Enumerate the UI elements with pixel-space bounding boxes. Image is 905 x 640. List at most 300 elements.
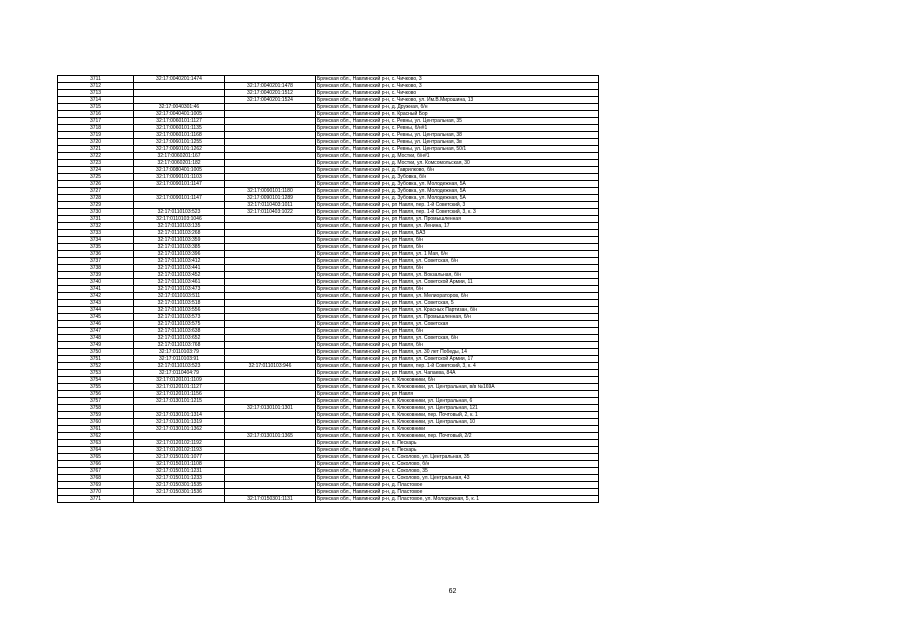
old-cadastral-number-cell: 32:17:0120102:1192	[134, 440, 225, 447]
new-cadastral-number-cell	[225, 272, 316, 279]
address-cell: Брянская обл., Навлинский р-н, с. Ревны, ул. Центральная, 35	[316, 118, 599, 125]
new-cadastral-number-cell: 32:17:0130101:1301	[225, 405, 316, 412]
table-row	[58, 230, 599, 237]
new-cadastral-number-cell: 32:17:0110103:946	[225, 363, 316, 370]
old-cadastral-number-cell: 32:17:0150101:1108	[134, 461, 225, 468]
address-cell: Брянская обл., Навлинский р-н, рп Навля, ул. Советская, б/н	[316, 335, 599, 342]
row-number-cell: 3733	[58, 230, 134, 237]
table-row	[58, 167, 599, 174]
table-row	[58, 272, 599, 279]
address-cell: Брянская обл., Навлинский р-н, с. Ревны, ул. Центральная, 3в	[316, 139, 599, 146]
table-row	[58, 111, 599, 118]
table-row	[58, 419, 599, 426]
table-row	[58, 279, 599, 286]
old-cadastral-number-cell: 32:17:0110103:575	[134, 321, 225, 328]
new-cadastral-number-cell: 32:17:0090101:1289	[225, 195, 316, 202]
old-cadastral-number-cell: 32:17:0040401:1005	[134, 111, 225, 118]
table-row	[58, 174, 599, 181]
new-cadastral-number-cell	[225, 461, 316, 468]
table-row	[58, 321, 599, 328]
row-number-cell: 3771	[58, 496, 134, 503]
table-row	[58, 258, 599, 265]
new-cadastral-number-cell	[225, 125, 316, 132]
row-number-cell: 3762	[58, 433, 134, 440]
table-row	[58, 314, 599, 321]
new-cadastral-number-cell	[225, 426, 316, 433]
table-row	[58, 342, 599, 349]
new-cadastral-number-cell	[225, 230, 316, 237]
new-cadastral-number-cell	[225, 440, 316, 447]
row-number-cell: 3715	[58, 104, 134, 111]
row-number-cell: 3758	[58, 405, 134, 412]
old-cadastral-number-cell: 32:17:0060201:182	[134, 160, 225, 167]
old-cadastral-number-cell: 32:17:0120101:1109	[134, 377, 225, 384]
table-row	[58, 335, 599, 342]
new-cadastral-number-cell	[225, 146, 316, 153]
old-cadastral-number-cell: 32:17:0110103:91	[134, 356, 225, 363]
new-cadastral-number-cell	[225, 328, 316, 335]
table-row	[58, 202, 599, 209]
table-row	[58, 125, 599, 132]
row-number-cell: 3734	[58, 237, 134, 244]
old-cadastral-number-cell: 32:17:0060201:167	[134, 153, 225, 160]
old-cadastral-number-cell: 32:17:0120101:1156	[134, 391, 225, 398]
new-cadastral-number-cell	[225, 174, 316, 181]
row-number-cell: 3739	[58, 272, 134, 279]
address-cell: Брянская обл., Навлинский р-н, рп Навля, пер. 1-й Советский, 3, к. 4	[316, 363, 599, 370]
address-cell: Брянская обл., Навлинский р-н, рп Навля, ул. Советская, 5	[316, 300, 599, 307]
table-row	[58, 209, 599, 216]
page-number: 62	[448, 588, 457, 595]
old-cadastral-number-cell: 32:17:0090101:1103	[134, 174, 225, 181]
row-number-cell: 3768	[58, 475, 134, 482]
old-cadastral-number-cell	[134, 97, 225, 104]
address-cell: Брянская обл., Навлинский р-н, рп Навля, б/н	[316, 342, 599, 349]
row-number-cell: 3752	[58, 363, 134, 370]
old-cadastral-number-cell: 32:17:0110103:452	[134, 272, 225, 279]
new-cadastral-number-cell	[225, 153, 316, 160]
address-cell: Брянская обл., Навлинский р-н, с. Ревны, б/н#1	[316, 125, 599, 132]
row-number-cell: 3756	[58, 391, 134, 398]
old-cadastral-number-cell: 32:17:0150101:1233	[134, 475, 225, 482]
old-cadastral-number-cell: 32:17:0040301:46	[134, 104, 225, 111]
row-number-cell: 3745	[58, 314, 134, 321]
table-row	[58, 412, 599, 419]
address-cell: Брянская обл., Навлинский р-н, д. Мостки, ул. Комсомольская, 30	[316, 160, 599, 167]
row-number-cell: 3747	[58, 328, 134, 335]
address-cell: Брянская обл., Навлинский р-н, рп Навля, ул. Советской Армии, 17	[316, 356, 599, 363]
new-cadastral-number-cell	[225, 293, 316, 300]
new-cadastral-number-cell	[225, 237, 316, 244]
old-cadastral-number-cell: 32:17:0130101:1314	[134, 412, 225, 419]
old-cadastral-number-cell: 32:17:0110103:359	[134, 237, 225, 244]
row-number-cell: 3760	[58, 419, 134, 426]
old-cadastral-number-cell: 32:17:0120101:1127	[134, 384, 225, 391]
row-number-cell: 3721	[58, 146, 134, 153]
address-cell: Брянская обл., Навлинский р-н, с. Соколово, ул. Центральная, 35	[316, 454, 599, 461]
old-cadastral-number-cell: 32:17:0060101:1262	[134, 146, 225, 153]
old-cadastral-number-cell: 32:17:0130101:1319	[134, 419, 225, 426]
address-cell: Брянская обл., Навлинский р-н, с. Ревны, ул. Центральная, 50/1	[316, 146, 599, 153]
new-cadastral-number-cell	[225, 454, 316, 461]
new-cadastral-number-cell: 32:17:0110403:1011	[225, 202, 316, 209]
table-row	[58, 405, 599, 412]
new-cadastral-number-cell: 32:17:0110403:1022	[225, 209, 316, 216]
table-row	[58, 118, 599, 125]
row-number-cell: 3711	[58, 76, 134, 83]
row-number-cell: 3731	[58, 216, 134, 223]
old-cadastral-number-cell: 32:17:0060101:1135	[134, 125, 225, 132]
new-cadastral-number-cell	[225, 342, 316, 349]
new-cadastral-number-cell	[225, 300, 316, 307]
row-number-cell: 3714	[58, 97, 134, 104]
old-cadastral-number-cell	[134, 83, 225, 90]
old-cadastral-number-cell: 32:17:0150301:1536	[134, 489, 225, 496]
old-cadastral-number-cell: 32:17:0110103:511	[134, 293, 225, 300]
new-cadastral-number-cell	[225, 104, 316, 111]
row-number-cell: 3735	[58, 244, 134, 251]
row-number-cell: 3736	[58, 251, 134, 258]
table-row	[58, 489, 599, 496]
old-cadastral-number-cell: 32:17:0130101:1362	[134, 426, 225, 433]
new-cadastral-number-cell	[225, 139, 316, 146]
row-number-cell: 3767	[58, 468, 134, 475]
address-cell: Брянская обл., Навлинский р-н, с. Чичково	[316, 90, 599, 97]
table-row	[58, 244, 599, 251]
old-cadastral-number-cell: 32:17:0110103:79	[134, 349, 225, 356]
address-cell: Брянская обл., Навлинский р-н, рп Навля, ул. Советской Армии, 11	[316, 279, 599, 286]
new-cadastral-number-cell	[225, 475, 316, 482]
table-row	[58, 447, 599, 454]
address-cell: Брянская обл., Навлинский р-н, рп Навля, ул. Мелиораторов, б/н	[316, 293, 599, 300]
table-row	[58, 300, 599, 307]
new-cadastral-number-cell: 32:17:0130101:1365	[225, 433, 316, 440]
table-row	[58, 426, 599, 433]
table-row	[58, 188, 599, 195]
new-cadastral-number-cell	[225, 244, 316, 251]
row-number-cell: 3750	[58, 349, 134, 356]
old-cadastral-number-cell: 32:17:0120102:1193	[134, 447, 225, 454]
old-cadastral-number-cell: 32:17:0060101:1127	[134, 118, 225, 125]
address-cell: Брянская обл., Навлинский р-н, д. Зубовка, ул. Молодежная, 5А	[316, 188, 599, 195]
table-row	[58, 482, 599, 489]
table-row	[58, 377, 599, 384]
new-cadastral-number-cell	[225, 482, 316, 489]
address-cell: Брянская обл., Навлинский р-н, рп Навля, ул. Промышленная	[316, 216, 599, 223]
row-number-cell: 3728	[58, 195, 134, 202]
table-row	[58, 216, 599, 223]
row-number-cell: 3726	[58, 181, 134, 188]
new-cadastral-number-cell	[225, 321, 316, 328]
old-cadastral-number-cell: 32:17:0150301:1535	[134, 482, 225, 489]
table-row	[58, 398, 599, 405]
new-cadastral-number-cell	[225, 356, 316, 363]
address-cell: Брянская обл., Навлинский р-н, д. Дружная, б/н	[316, 104, 599, 111]
address-cell: Брянская обл., Навлинский р-н, рп Навля, ул. 1 Мая, б/н	[316, 251, 599, 258]
row-number-cell: 3716	[58, 111, 134, 118]
table-row	[58, 132, 599, 139]
old-cadastral-number-cell: 32:17:0110103:473	[134, 286, 225, 293]
address-cell: Брянская обл., Навлинский р-н, рп Навля, пер. 1-й Советский, 3, к. 3	[316, 209, 599, 216]
row-number-cell: 3764	[58, 447, 134, 454]
address-cell: Брянская обл., Навлинский р-н, рп Навля, ул. Советская	[316, 321, 599, 328]
old-cadastral-number-cell: 32:17:0110103:396	[134, 251, 225, 258]
old-cadastral-number-cell: 32:17:0110103:441	[134, 265, 225, 272]
address-cell: Брянская обл., Навлинский р-н, с. Чичково, ул. Им.В.Мирошина, 13	[316, 97, 599, 104]
table-row	[58, 356, 599, 363]
address-cell: Брянская обл., Навлинский р-н, п. Красный Бор	[316, 111, 599, 118]
address-cell: Брянская обл., Навлинский р-н, п. Клюковники, б/н	[316, 377, 599, 384]
row-number-cell: 3732	[58, 223, 134, 230]
address-cell: Брянская обл., Навлинский р-н, с. Соколово, ул. Центральная, 43	[316, 475, 599, 482]
new-cadastral-number-cell: 32:17:0040201:1512	[225, 90, 316, 97]
row-number-cell: 3729	[58, 202, 134, 209]
new-cadastral-number-cell	[225, 489, 316, 496]
old-cadastral-number-cell: 32:17:0110103:135	[134, 223, 225, 230]
table-row	[58, 328, 599, 335]
new-cadastral-number-cell: 32:17:0040201:1478	[225, 83, 316, 90]
new-cadastral-number-cell	[225, 391, 316, 398]
address-cell: Брянская обл., Навлинский р-н, рп Навля, пер. 1-й Советский, 3	[316, 202, 599, 209]
table-row	[58, 293, 599, 300]
table-row	[58, 104, 599, 111]
row-number-cell: 3723	[58, 160, 134, 167]
new-cadastral-number-cell	[225, 398, 316, 405]
new-cadastral-number-cell	[225, 265, 316, 272]
address-cell: Брянская обл., Навлинский р-н, рп Навля, б/н	[316, 265, 599, 272]
new-cadastral-number-cell	[225, 314, 316, 321]
new-cadastral-number-cell	[225, 335, 316, 342]
row-number-cell: 3754	[58, 377, 134, 384]
row-number-cell: 3719	[58, 132, 134, 139]
old-cadastral-number-cell: 32:17:0060101:1168	[134, 132, 225, 139]
old-cadastral-number-cell: 32:17:0110103:573	[134, 314, 225, 321]
row-number-cell: 3724	[58, 167, 134, 174]
table-row	[58, 146, 599, 153]
table-row	[58, 83, 599, 90]
address-cell: Брянская обл., Навлинский р-н, д. Пластовое, ул. Молодежная, 5, к. 1	[316, 496, 599, 503]
row-number-cell: 3730	[58, 209, 134, 216]
old-cadastral-number-cell: 32:17:0130101:1215	[134, 398, 225, 405]
new-cadastral-number-cell	[225, 181, 316, 188]
old-cadastral-number-cell: 32:17:0110103:1046	[134, 216, 225, 223]
address-cell: Брянская обл., Навлинский р-н, рп Навля, ул. Ленина, 17	[316, 223, 599, 230]
table-row	[58, 139, 599, 146]
table-row	[58, 363, 599, 370]
new-cadastral-number-cell	[225, 370, 316, 377]
row-number-cell: 3757	[58, 398, 134, 405]
old-cadastral-number-cell	[134, 202, 225, 209]
old-cadastral-number-cell: 32:17:0110103:523	[134, 363, 225, 370]
table-row	[58, 433, 599, 440]
old-cadastral-number-cell: 32:17:0110103:523	[134, 209, 225, 216]
address-cell: Брянская обл., Навлинский р-н, д. Мостки, б/н#1	[316, 153, 599, 160]
table-row	[58, 475, 599, 482]
cadastral-table	[57, 75, 599, 503]
row-number-cell: 3770	[58, 489, 134, 496]
table-row	[58, 237, 599, 244]
row-number-cell: 3741	[58, 286, 134, 293]
new-cadastral-number-cell	[225, 286, 316, 293]
address-cell: Брянская обл., Навлинский р-н, п. Клюковники, ул. Центральная, в/в №169А	[316, 384, 599, 391]
old-cadastral-number-cell	[134, 496, 225, 503]
old-cadastral-number-cell	[134, 90, 225, 97]
new-cadastral-number-cell	[225, 447, 316, 454]
new-cadastral-number-cell	[225, 377, 316, 384]
row-number-cell: 3738	[58, 265, 134, 272]
row-number-cell: 3722	[58, 153, 134, 160]
row-number-cell: 3744	[58, 307, 134, 314]
table-row	[58, 461, 599, 468]
cadastral-table-body	[58, 76, 599, 503]
row-number-cell: 3759	[58, 412, 134, 419]
row-number-cell: 3727	[58, 188, 134, 195]
table-row	[58, 195, 599, 202]
address-cell: Брянская обл., Навлинский р-н, рп Навля, б/н	[316, 237, 599, 244]
table-row	[58, 160, 599, 167]
new-cadastral-number-cell	[225, 160, 316, 167]
new-cadastral-number-cell	[225, 251, 316, 258]
row-number-cell: 3717	[58, 118, 134, 125]
new-cadastral-number-cell	[225, 132, 316, 139]
row-number-cell: 3761	[58, 426, 134, 433]
new-cadastral-number-cell	[225, 258, 316, 265]
table-row	[58, 468, 599, 475]
row-number-cell: 3712	[58, 83, 134, 90]
address-cell: Брянская обл., Навлинский р-н, д. Пластовое	[316, 482, 599, 489]
row-number-cell: 3740	[58, 279, 134, 286]
table-row	[58, 349, 599, 356]
row-number-cell: 3769	[58, 482, 134, 489]
old-cadastral-number-cell: 32:17:0110404:79	[134, 370, 225, 377]
old-cadastral-number-cell: 32:17:0110103:461	[134, 279, 225, 286]
address-cell: Брянская обл., Навлинский р-н, п. Пескарь	[316, 447, 599, 454]
new-cadastral-number-cell	[225, 223, 316, 230]
table-row	[58, 440, 599, 447]
table-row	[58, 286, 599, 293]
old-cadastral-number-cell: 32:17:0090101:1147	[134, 181, 225, 188]
address-cell: Брянская обл., Навлинский р-н, рп Навля, ул. Советская, б/н	[316, 258, 599, 265]
old-cadastral-number-cell: 32:17:0110103:268	[134, 230, 225, 237]
address-cell: Брянская обл., Навлинский р-н, п. Пескарь	[316, 440, 599, 447]
new-cadastral-number-cell: 32:17:0040201:1524	[225, 97, 316, 104]
address-cell: Брянская обл., Навлинский р-н, рп Навля, б/н	[316, 244, 599, 251]
row-number-cell: 3765	[58, 454, 134, 461]
new-cadastral-number-cell: 32:17:0150301:1131	[225, 496, 316, 503]
row-number-cell: 3753	[58, 370, 134, 377]
row-number-cell: 3720	[58, 139, 134, 146]
address-cell: Брянская обл., Навлинский р-н, д. Зубовка, б/н	[316, 174, 599, 181]
new-cadastral-number-cell	[225, 111, 316, 118]
row-number-cell: 3748	[58, 335, 134, 342]
row-number-cell: 3749	[58, 342, 134, 349]
address-cell: Брянская обл., Навлинский р-н, рп Навля, ул. Чапаева, 84А	[316, 370, 599, 377]
old-cadastral-number-cell: 32:17:0110103:556	[134, 307, 225, 314]
new-cadastral-number-cell	[225, 167, 316, 174]
old-cadastral-number-cell: 32:17:0090101:1147	[134, 195, 225, 202]
address-cell: Брянская обл., Навлинский р-н, п. Клюковники, ул. Центральная, 121	[316, 405, 599, 412]
address-cell: Брянская обл., Навлинский р-н, рп Навля, ул. Промышленная, б/н	[316, 314, 599, 321]
address-cell: Брянская обл., Навлинский р-н, п. Клюковники, пер. Почтовый, 2/2	[316, 433, 599, 440]
old-cadastral-number-cell: 32:17:0110103:768	[134, 342, 225, 349]
address-cell: Брянская обл., Навлинский р-н, с. Чичково, 3	[316, 83, 599, 90]
table-row	[58, 251, 599, 258]
new-cadastral-number-cell	[225, 307, 316, 314]
old-cadastral-number-cell: 32:17:0110103:518	[134, 300, 225, 307]
row-number-cell: 3725	[58, 174, 134, 181]
address-cell: Брянская обл., Навлинский р-н, п. Клюковники, ул. Центральная, 6	[316, 398, 599, 405]
new-cadastral-number-cell	[225, 349, 316, 356]
address-cell: Брянская обл., Навлинский р-н, д. Гаврилково, б/н	[316, 167, 599, 174]
row-number-cell: 3746	[58, 321, 134, 328]
address-cell: Брянская обл., Навлинский р-н, д. Зубовка, ул. Молодежная, 5А	[316, 195, 599, 202]
address-cell: Брянская обл., Навлинский р-н, п. Клюковники, ул. Центральная, 10	[316, 419, 599, 426]
address-cell: Брянская обл., Навлинский р-н, рп Навля, б/н	[316, 286, 599, 293]
row-number-cell: 3751	[58, 356, 134, 363]
row-number-cell: 3755	[58, 384, 134, 391]
new-cadastral-number-cell	[225, 118, 316, 125]
old-cadastral-number-cell	[134, 433, 225, 440]
old-cadastral-number-cell: 32:17:0110103:652	[134, 335, 225, 342]
new-cadastral-number-cell	[225, 384, 316, 391]
address-cell: Брянская обл., Навлинский р-н, рп Навля, ул. Красных Партизан, б/н	[316, 307, 599, 314]
table-row	[58, 76, 599, 83]
old-cadastral-number-cell: 32:17:0150101:1077	[134, 454, 225, 461]
table-row	[58, 370, 599, 377]
new-cadastral-number-cell	[225, 279, 316, 286]
address-cell: Брянская обл., Навлинский р-н, рп Навля, б/н	[316, 328, 599, 335]
old-cadastral-number-cell: 32:17:0080401:1005	[134, 167, 225, 174]
old-cadastral-number-cell: 32:17:0110103:385	[134, 244, 225, 251]
address-cell: Брянская обл., Навлинский р-н, рп Навля, ул. 30 лет Победы, 14	[316, 349, 599, 356]
table-row	[58, 454, 599, 461]
address-cell: Брянская обл., Навлинский р-н, рп Навля, БАЗ	[316, 230, 599, 237]
row-number-cell: 3766	[58, 461, 134, 468]
address-cell: Брянская обл., Навлинский р-н, д. Зубовка, ул. Молодежная, 5А	[316, 181, 599, 188]
old-cadastral-number-cell: 32:17:0110103:638	[134, 328, 225, 335]
old-cadastral-number-cell: 32:17:0110103:412	[134, 258, 225, 265]
row-number-cell: 3742	[58, 293, 134, 300]
row-number-cell: 3737	[58, 258, 134, 265]
address-cell: Брянская обл., Навлинский р-н, с. Ревны, ул. Центральная, 38	[316, 132, 599, 139]
table-row	[58, 181, 599, 188]
table-row	[58, 90, 599, 97]
new-cadastral-number-cell	[225, 468, 316, 475]
table-row	[58, 307, 599, 314]
address-cell: Брянская обл., Навлинский р-н, с. Чичково, 3	[316, 76, 599, 83]
new-cadastral-number-cell	[225, 76, 316, 83]
table-row	[58, 265, 599, 272]
table-row	[58, 97, 599, 104]
new-cadastral-number-cell	[225, 412, 316, 419]
table-row	[58, 223, 599, 230]
row-number-cell: 3718	[58, 125, 134, 132]
row-number-cell: 3713	[58, 90, 134, 97]
address-cell: Брянская обл., Навлинский р-н, с. Соколово, б/н	[316, 461, 599, 468]
old-cadastral-number-cell	[134, 188, 225, 195]
table-row	[58, 384, 599, 391]
new-cadastral-number-cell	[225, 216, 316, 223]
address-cell: Брянская обл., Навлинский р-н, п. Клюковники	[316, 426, 599, 433]
old-cadastral-number-cell	[134, 405, 225, 412]
table-row	[58, 391, 599, 398]
old-cadastral-number-cell: 32:17:0150101:1231	[134, 468, 225, 475]
old-cadastral-number-cell: 32:17:0060101:1255	[134, 139, 225, 146]
old-cadastral-number-cell: 32:17:0040201:1474	[134, 76, 225, 83]
table-row	[58, 153, 599, 160]
table-row	[58, 496, 599, 503]
address-cell: Брянская обл., Навлинский р-н, с. Соколово, 35	[316, 468, 599, 475]
